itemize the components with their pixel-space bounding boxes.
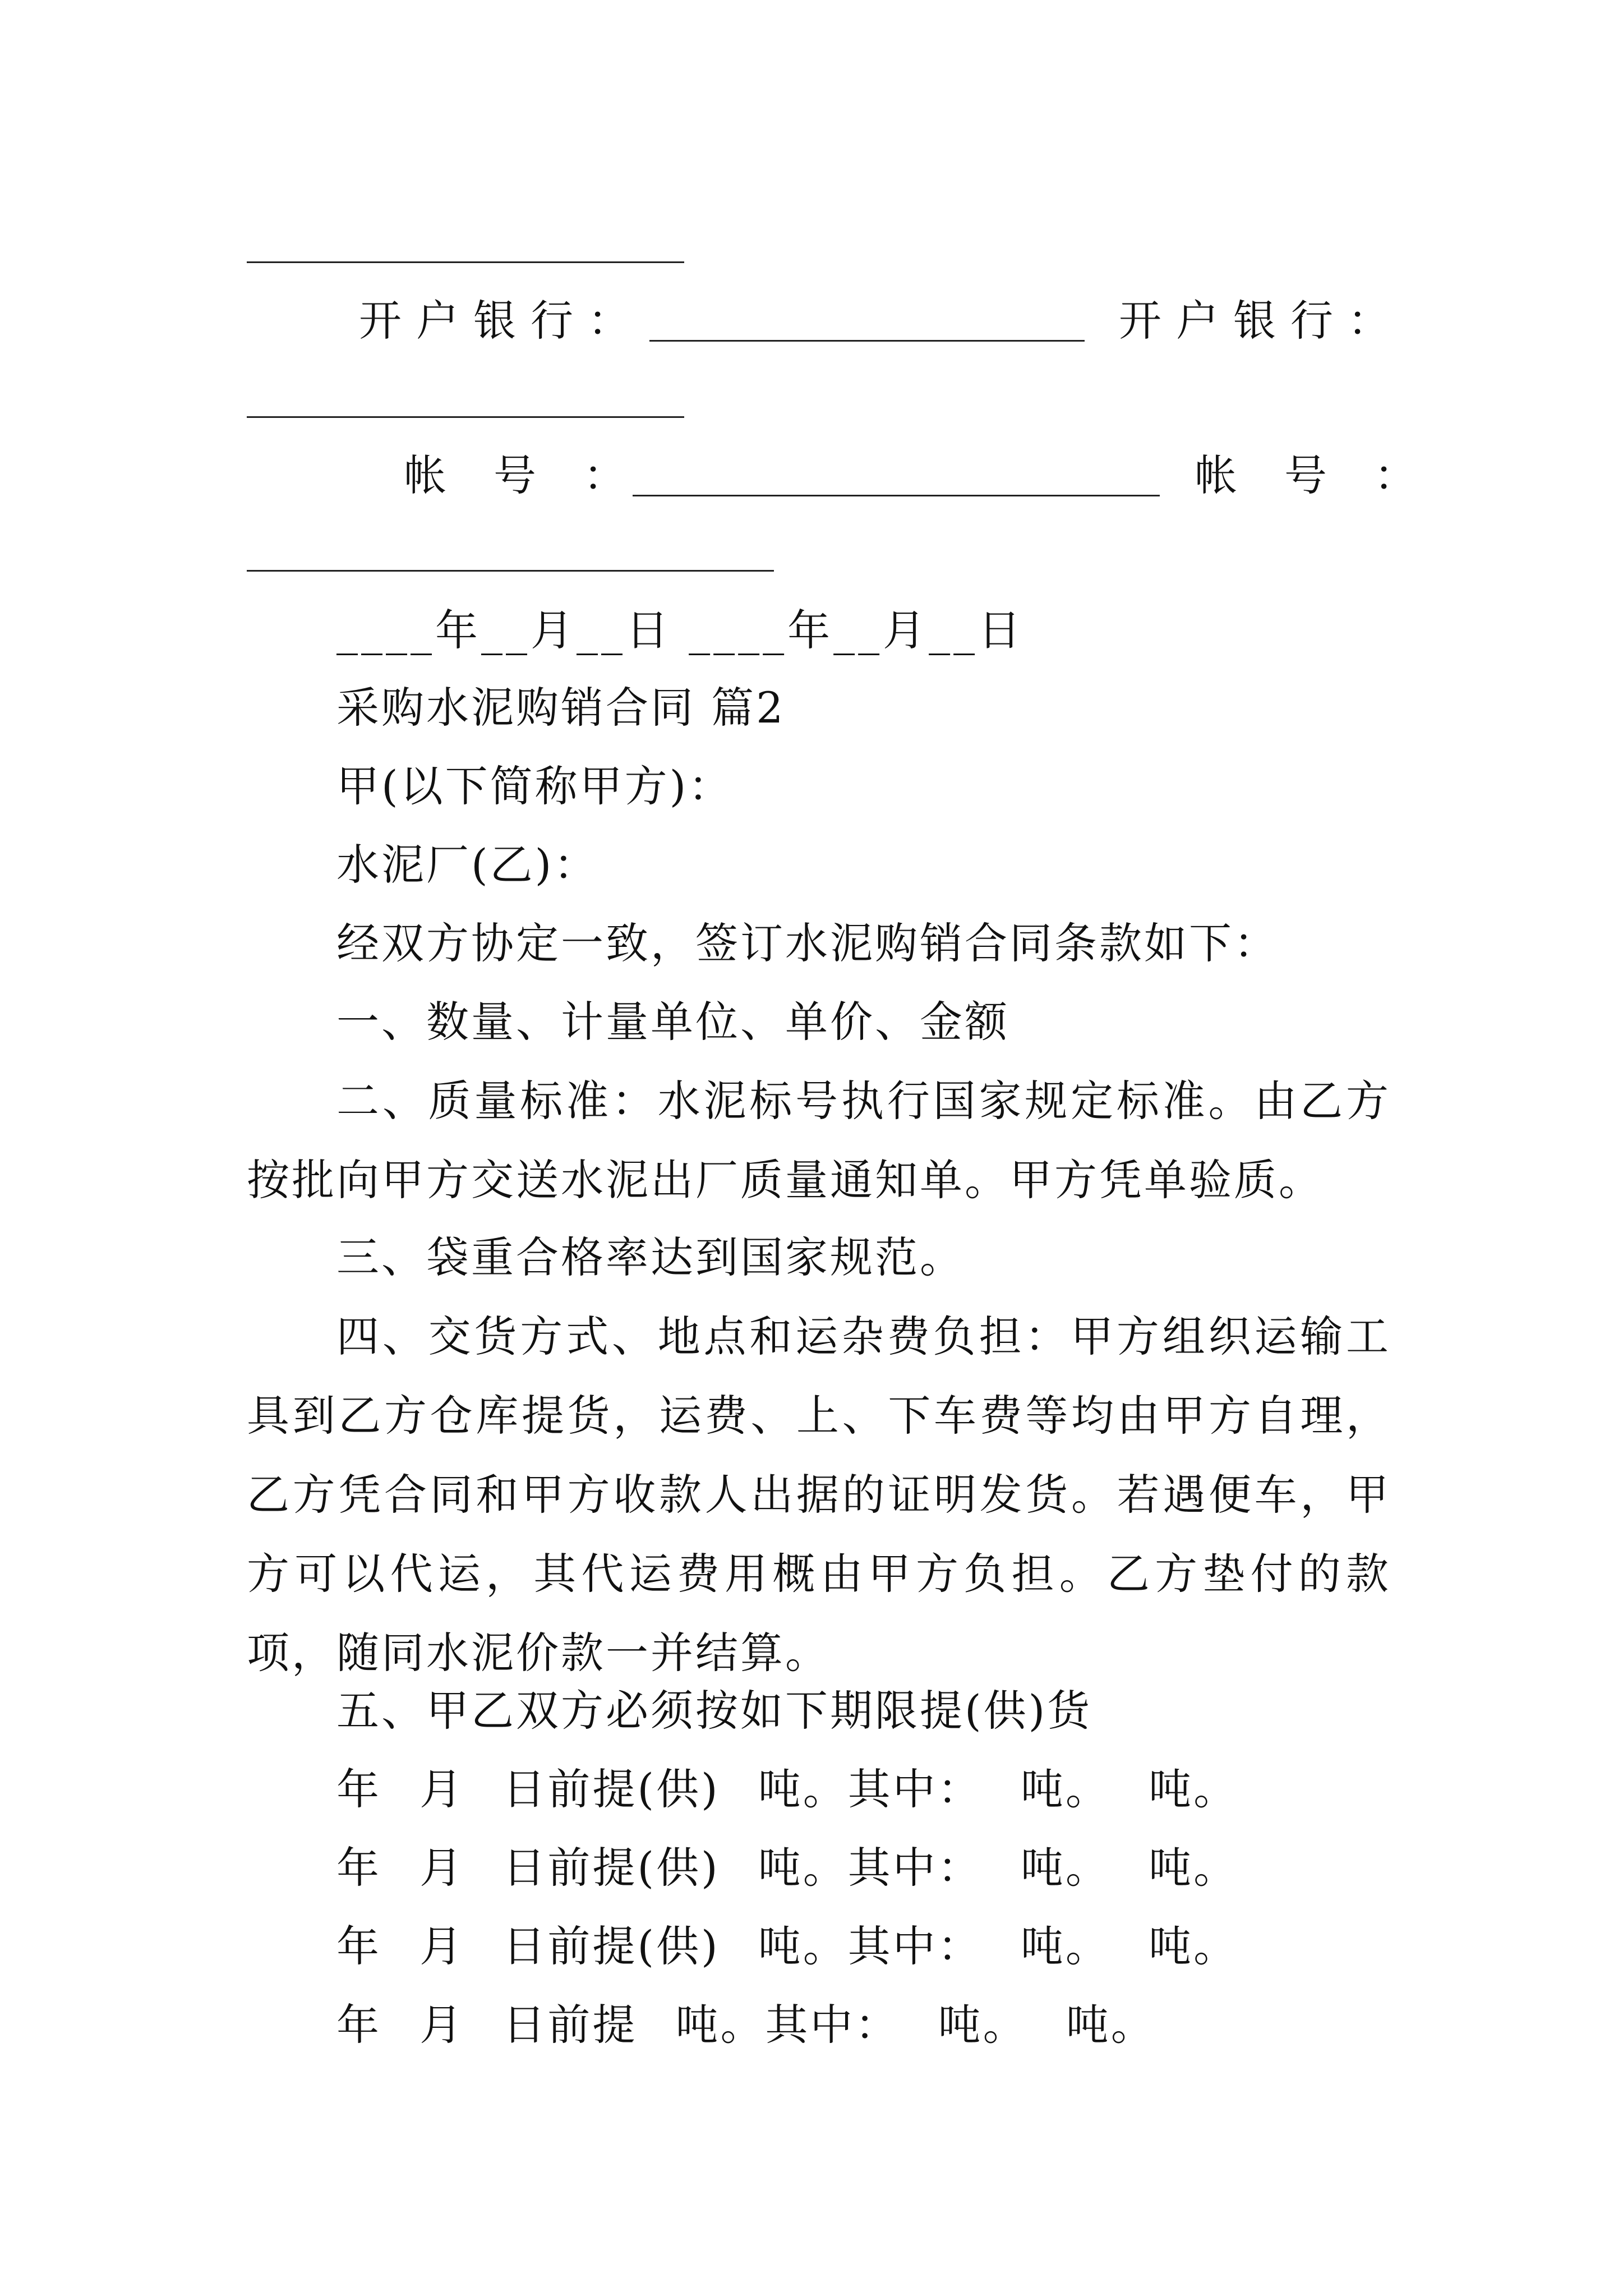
blank-line-bank-continued bbox=[247, 416, 684, 418]
account-label-right: 帐号： bbox=[1195, 450, 1464, 500]
schedule-line: 年 月 日前提(供) 吨。其中： 吨。 吨。 bbox=[336, 1843, 1239, 1893]
schedule-line: 年 月 日前提(供) 吨。其中： 吨。 吨。 bbox=[336, 1764, 1239, 1814]
contract-title: 采购水泥购销合同 篇2 bbox=[336, 683, 786, 733]
clause-3: 三、袋重合格率达到国家规范。 bbox=[336, 1232, 965, 1282]
clause-2: 二、质量标准：水泥标号执行国家规定标准。由乙方按批向甲方交送水泥出厂质量通知单。甲方凭单验质。 bbox=[247, 1076, 1391, 1205]
clause-5: 五、甲乙双方必须按如下期限提(供)货 bbox=[336, 1686, 1092, 1736]
schedule-line: 年 月 日前提(供) 吨。其中： 吨。 吨。 bbox=[336, 1921, 1239, 1971]
bank-blank-left bbox=[649, 340, 1085, 342]
account-label-left: 帐号： bbox=[404, 450, 673, 500]
blank-line-top bbox=[247, 261, 684, 263]
clause-1: 一、数量、计量单位、单价、金额 bbox=[336, 997, 1009, 1047]
schedule-line: 年 月 日前提 吨。其中： 吨。 吨。 bbox=[336, 2000, 1156, 2050]
party-a-line: 甲(以下简称甲方)： bbox=[336, 761, 734, 811]
contract-intro: 经双方协定一致，签订水泥购销合同条款如下： bbox=[336, 918, 1279, 968]
clause-4: 四、交货方式、地点和运杂费负担：甲方组织运输工具到乙方仓库提货，运费、上、下车费等均由甲方自理，乙方凭合同和甲方收款人出据的证明发货。若遇便车，甲方可以代运，其代运费用概由甲方负担。乙方垫付的款项，随同水泥价款一并结算。 bbox=[247, 1312, 1391, 1678]
bank-label-left: 开户银行： bbox=[359, 296, 645, 346]
blank-line-account-continued bbox=[247, 570, 774, 572]
signing-date-row: ____年__月__日 ____年__月__日 bbox=[336, 605, 1025, 655]
party-b-line: 水泥厂(乙)： bbox=[336, 840, 599, 890]
account-blank-left bbox=[633, 495, 1160, 496]
bank-label-right: 开户银行： bbox=[1119, 296, 1405, 346]
